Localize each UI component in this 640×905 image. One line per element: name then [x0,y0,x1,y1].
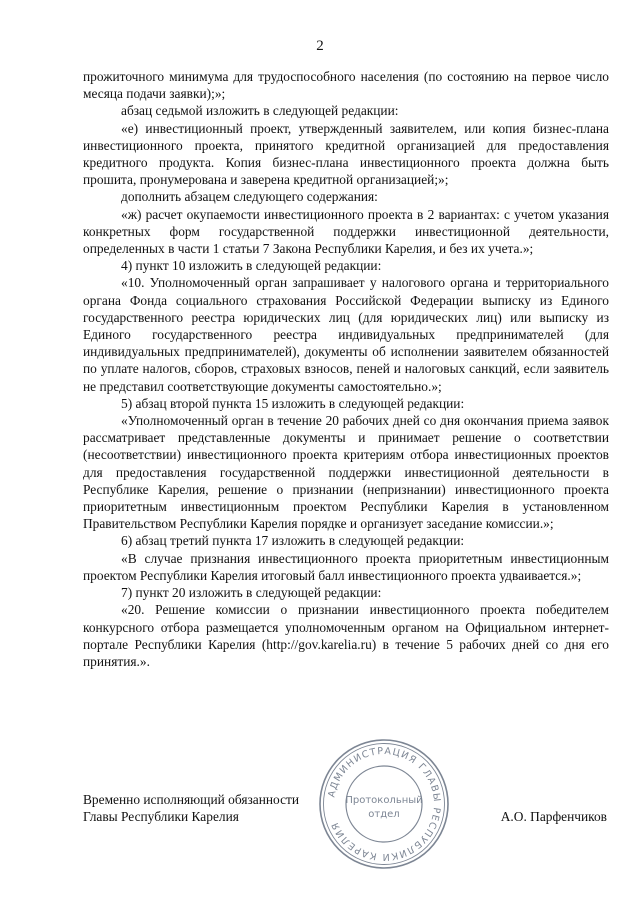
paragraph: 4) пункт 10 изложить в следующей редакции: [121,258,382,274]
page-number: 2 [316,38,324,54]
paragraph: абзац седьмой изложить в следующей редакции: [121,103,399,119]
paragraph: «ж) расчет окупаемости инвестиционного проекта в 2 вариантах: с учетом указания конкретных форм государственной поддержки инвестиционной деятельности, определенных в части 1 статьи 7 Закона Республики Карелия, и без их учета.»; [83,206,609,257]
document-body [83,68,609,670]
signatory-title-line-2: Главы Республики Карелия [83,809,239,824]
paragraph: «В случае признания инвестиционного проекта приоритетным инвестиционным проектом Республики Карелия итоговый балл инвестиционного проекта удваивается.»; [83,550,609,583]
paragraph: 7) пункт 20 изложить в следующей редакции: [121,585,382,601]
paragraph: прожиточного минимума для трудоспособного населения (по состоянию на первое число месяца подачи заявки);»; [83,69,609,102]
seal-center-line-2: отдел [368,809,400,820]
paragraph: «Уполномоченный орган в течение 20 рабочих дней со дня окончания приема заявок рассматривает представленные документы и принимает решение о соответствии (несоответствии) инвестиционного проекта критериям отбора инвестиционных проектов для предоставления государственной поддержки инвестиционной деятельности в Республике Карелия, решение о признании (непризнании) инвестиционного проекта приоритетным инвестиционным проектом Республики Карелия в установленном Правительством Республики Карелия порядке и организует заседание комиссии.»; [83,413,609,532]
paragraph: «20. Решение комиссии о признании инвестиционного проекта победителем конкурсного отбора размещается уполномоченным органом на Официальном интернет-портале Республики Карелия (http://gov.karelia.ru) в течение 5 рабочих дней со дня его принятия.». [83,602,609,669]
signatory-title-line-1: Временно исполняющий обязанности [83,792,300,807]
seal-center-line-1: Протокольный [345,795,423,806]
paragraph: 6) абзац третий пункта 17 изложить в следующей редакции: [121,533,465,549]
paragraph: 5) абзац второй пункта 15 изложить в следующей редакции: [121,395,465,411]
signatory-name: А.О. Парфенчиков [500,809,607,824]
paragraph: «е) инвестиционный проект, утвержденный заявителем, или копия бизнес-плана инвестиционного проекта, принятого кредитной организацией для предоставления кредитного продукта. Копия бизнес-плана инвестиционного проекта должна быть прошита, пронумерована и заверена кредитной организацией;»; [83,120,609,188]
seal-ring-textpath: АДМИНИСТРАЦИЯ ГЛАВЫ РЕСПУБЛИКИ КАРЕЛИЯ [326,745,443,863]
official-seal-stamp [316,736,452,872]
paragraph: «10. Уполномоченный орган запрашивает у налогового органа и территориального органа Фонда социального страхования Российской Федерации выписку из Единого государственного реестра юридических лиц (для юридических лиц) или выписку из Единого государственного реестра индивидуальных предпринимателей (для индивидуальных предпринимателей), документы об исполнении заявителем обязанностей по уплате налогов, сборов, страховых взносов, пеней и налоговых санкций, если заявитель не представил соответствующие документы самостоятельно.»; [83,275,609,394]
paragraph: дополнить абзацем следующего содержания: [121,189,378,205]
